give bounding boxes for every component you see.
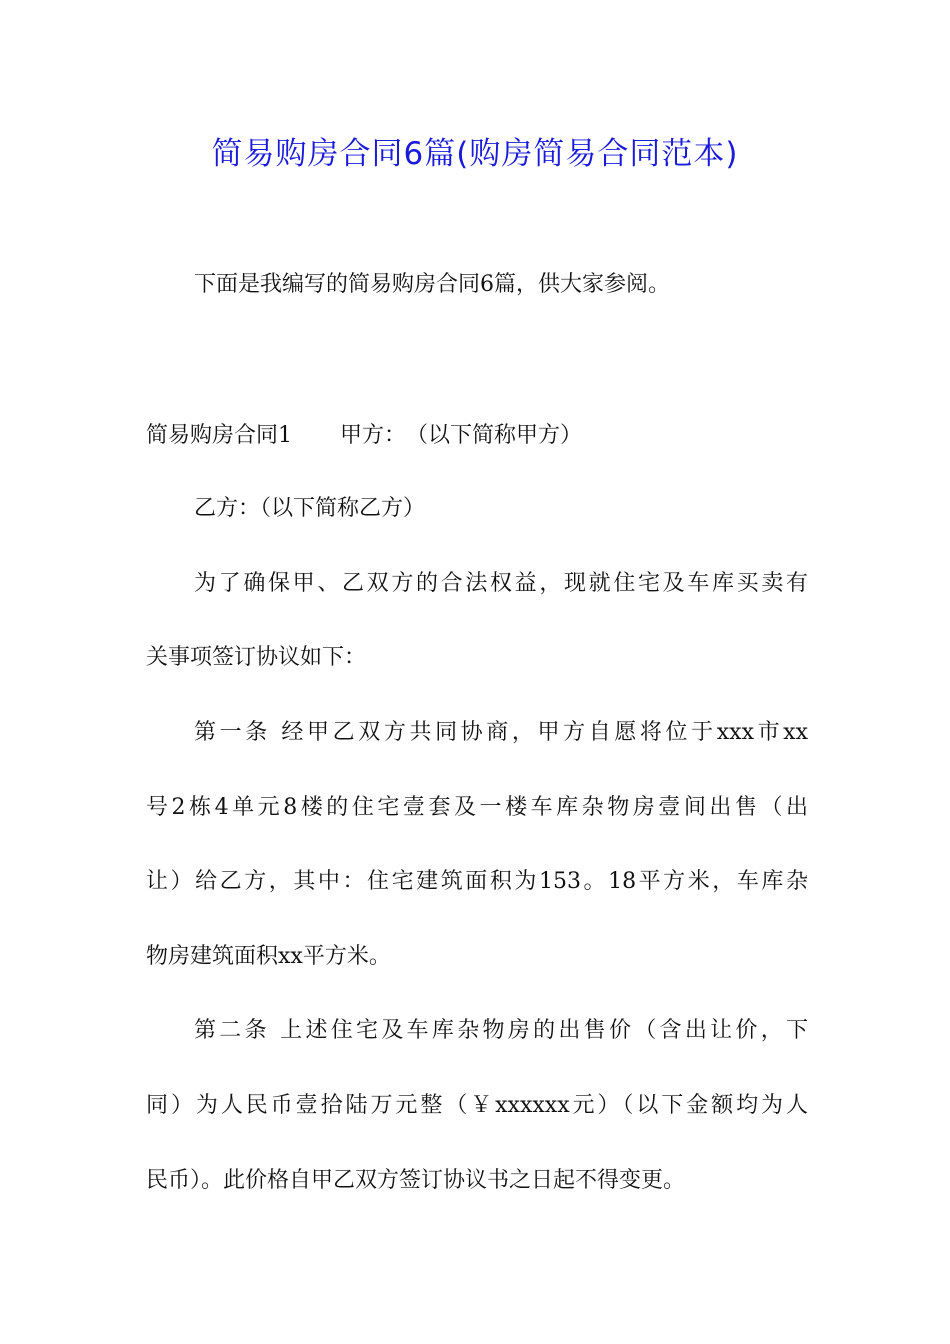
intro-paragraph: 下面是我编写的简易购房合同6篇，供大家参阅。 (194, 272, 670, 297)
article2-line3: 民币）。此价格自甲乙双方签订协议书之日起不得变更。 (146, 1168, 686, 1193)
article2-line2: 同）为人民币壹拾陆万元整（￥xxxxxx元）（以下金额均为人 (146, 1093, 808, 1118)
contract-heading: 简易购房合同1 (146, 423, 292, 448)
article1-line3: 让）给乙方，其中：住宅建筑面积为153。18平方米，车库杂 (146, 869, 808, 894)
contract-heading-line (146, 421, 582, 451)
article2-line1: 第二条 上述住宅及车库杂物房的出售价（含出让价，下 (194, 1018, 808, 1043)
document-title: 简易购房合同6篇(购房简易合同范本) (211, 136, 739, 172)
para1-line2: 关事项签订协议如下： (146, 645, 367, 670)
party-a-line: 甲方： （以下简称甲方） (340, 423, 583, 448)
party-b-line: 乙方：（以下简称乙方） (194, 496, 426, 521)
para1-line1: 为了确保甲、乙双方的合法权益，现就住宅及车库买卖有 (194, 571, 808, 596)
article1-line1: 第一条 经甲乙双方共同协商，甲方自愿将位于xxx市xx (194, 720, 808, 745)
article1-line4: 物房建筑面积xx平方米。 (146, 944, 391, 969)
article1-line2: 号2栋4单元8楼的住宅壹套及一楼车库杂物房壹间出售（出 (146, 795, 808, 820)
